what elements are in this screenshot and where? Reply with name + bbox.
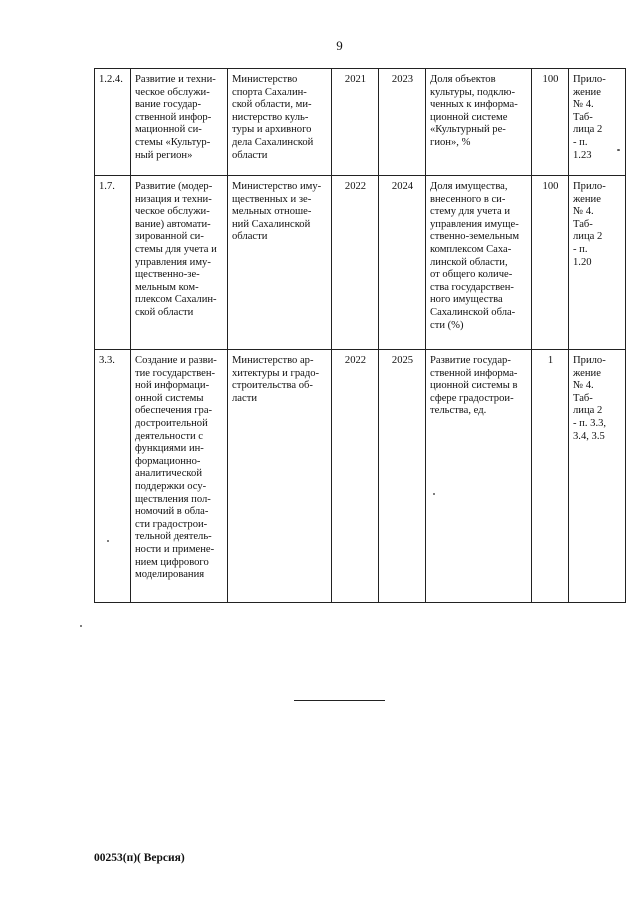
activity-name-line: Развитие (модер-	[135, 181, 213, 192]
reference-cell	[569, 350, 626, 603]
activity-name-line: ческое обслужи-	[135, 206, 210, 218]
activity-name-line: мационной си-	[135, 124, 202, 136]
indicator-line: Доля имущества,	[430, 181, 508, 192]
activity-name-line: поддержки осу-	[135, 480, 207, 492]
reference-line: лица 2	[573, 405, 603, 417]
indicator-line: Доля объектов	[430, 74, 496, 85]
indicator-line: сфере градострои-	[430, 392, 514, 404]
start-year-cell: 2022	[332, 350, 379, 603]
responsible-org-cell	[228, 350, 332, 603]
indicator-line: «Культурный ре-	[430, 124, 506, 136]
indicator-line: тельства, ед.	[430, 405, 487, 417]
reference-line: 1.20	[573, 256, 592, 268]
indicator-line: сти (%)	[430, 319, 464, 331]
responsible-org-cell	[228, 176, 332, 350]
reference-line: 3.4, 3.5	[573, 430, 605, 442]
activity-name-line: ществления пол-	[135, 493, 211, 505]
activity-name-cell	[131, 69, 228, 176]
separator-line	[294, 700, 385, 701]
reference-line: лица 2	[573, 124, 603, 136]
end-year-cell: 2023	[379, 69, 426, 176]
activity-name-line: достроительной	[135, 417, 208, 429]
responsible-org-line: хитектуры и градо-	[232, 367, 320, 379]
activity-name-line: ской области	[135, 306, 194, 318]
start-year-cell: 2022	[332, 176, 379, 350]
activity-name-line: Развитие и техни-	[135, 74, 216, 85]
indicator-line: стему для учета и	[430, 206, 510, 218]
row-number-cell: 3.3.	[95, 350, 131, 603]
reference-line: - п.	[573, 243, 588, 255]
indicator-line: ционной системе	[430, 111, 508, 123]
reference-line: - п. 3.3,	[573, 417, 607, 429]
program-table	[94, 68, 626, 603]
responsible-org-line: туры и архивного	[232, 124, 312, 136]
reference-line: жение	[573, 193, 601, 205]
scan-speck	[433, 493, 435, 495]
scan-speck	[107, 540, 109, 542]
activity-name-line: вание государ-	[135, 99, 202, 111]
indicator-line: ного имущества	[430, 294, 503, 306]
reference-line: № 4.	[573, 99, 594, 111]
activity-name-line: плексом Сахалин-	[135, 294, 217, 306]
indicator-line: комплексом Саха-	[430, 243, 512, 255]
indicator-cell	[426, 350, 532, 603]
scan-speck	[80, 625, 82, 627]
indicator-line: ционной системы в	[430, 380, 518, 392]
activity-name-line: управления иму-	[135, 256, 211, 268]
activity-name-line: моделирования	[135, 569, 205, 581]
activity-name-line: вание) автомати-	[135, 218, 211, 230]
activity-name-line: ческое обслужи-	[135, 86, 210, 98]
activity-name-line: щественно-зе-	[135, 269, 200, 281]
activity-name-line: низация и техни-	[135, 193, 212, 205]
reference-line: - п.	[573, 136, 588, 148]
responsible-org-line: нистерство куль-	[232, 111, 309, 123]
reference-line: Прило-	[573, 74, 606, 85]
activity-name-line: ности и примене-	[135, 543, 215, 555]
activity-name-line: ственной инфор-	[135, 111, 212, 123]
activity-name-line: стемы для учета и	[135, 243, 217, 255]
indicator-line: гион», %	[430, 136, 471, 148]
indicator-cell	[426, 69, 532, 176]
responsible-org-line: щественных и зе-	[232, 193, 312, 205]
reference-line: 1.23	[573, 149, 592, 161]
reference-cell	[569, 176, 626, 350]
reference-line: жение	[573, 86, 601, 98]
indicator-line: культуры, подклю-	[430, 86, 515, 98]
reference-line: Таб-	[573, 218, 593, 230]
indicator-line: управления имуще-	[430, 218, 519, 230]
table-row	[95, 350, 626, 603]
responsible-org-line: Министерство иму-	[232, 181, 322, 192]
activity-name-line: ный регион»	[135, 149, 193, 161]
responsible-org-line: мельных отноше-	[232, 206, 312, 218]
activity-name-cell	[131, 176, 228, 350]
activity-name-line: зированной си-	[135, 231, 204, 243]
indicator-line: внесенного в си-	[430, 193, 506, 205]
responsible-org-line: Министерство	[232, 74, 298, 85]
indicator-line: ственно-земельным	[430, 231, 520, 243]
indicator-cell	[426, 176, 532, 350]
activity-name-line: сти градострои-	[135, 518, 208, 530]
activity-name-line: номочий в обла-	[135, 506, 209, 518]
activity-name-line: тие государствен-	[135, 367, 216, 379]
indicator-line: Развитие государ-	[430, 355, 511, 366]
reference-line: № 4.	[573, 206, 594, 218]
responsible-org-cell	[228, 69, 332, 176]
indicator-line: линской области,	[430, 256, 508, 268]
responsible-org-line: области	[232, 149, 268, 161]
indicator-line: ченных к информа-	[430, 99, 518, 111]
responsible-org-line: спорта Сахалин-	[232, 86, 307, 98]
activity-name-line: аналитической	[135, 468, 202, 480]
indicator-line: ства государствен-	[430, 281, 514, 293]
page-number: 9	[336, 38, 343, 53]
start-year-cell: 2021	[332, 69, 379, 176]
responsible-org-line: строительства об-	[232, 380, 313, 392]
indicator-value-cell: 100	[532, 69, 569, 176]
indicator-line: ственной информа-	[430, 367, 518, 379]
end-year-cell: 2025	[379, 350, 426, 603]
reference-line: Прило-	[573, 355, 606, 366]
indicator-value-cell: 100	[532, 176, 569, 350]
responsible-org-line: ской области, ми-	[232, 99, 312, 111]
table-row	[95, 176, 626, 350]
responsible-org-line: ласти	[232, 392, 257, 404]
activity-name-line: обеспечения гра-	[135, 405, 213, 417]
responsible-org-line: Министерство ар-	[232, 355, 314, 366]
responsible-org-line: области	[232, 231, 268, 243]
activity-name-line: функциями ин-	[135, 443, 204, 455]
activity-name-cell	[131, 350, 228, 603]
activity-name-line: деятельности с	[135, 430, 203, 442]
reference-cell	[569, 69, 626, 176]
activity-name-line: ной информаци-	[135, 380, 210, 392]
activity-name-line: стемы «Культур-	[135, 136, 211, 148]
scan-speck	[617, 149, 620, 151]
responsible-org-line: ний Сахалинской	[232, 218, 311, 230]
row-number-cell: 1.2.4.	[95, 69, 131, 176]
activity-name-line: тельной деятель-	[135, 531, 212, 543]
reference-line: лица 2	[573, 231, 603, 243]
row-number-cell: 1.7.	[95, 176, 131, 350]
reference-line: жение	[573, 367, 601, 379]
activity-name-line: нием цифрового	[135, 556, 209, 568]
responsible-org-line: дела Сахалинской	[232, 136, 314, 148]
activity-name-line: формационно-	[135, 455, 201, 467]
table-row	[95, 69, 626, 176]
end-year-cell: 2024	[379, 176, 426, 350]
reference-line: № 4.	[573, 380, 594, 392]
reference-line: Прило-	[573, 181, 606, 192]
document-code: 00253(п)( Версия)	[94, 852, 185, 864]
activity-name-line: онной системы	[135, 392, 204, 404]
indicator-line: от общего количе-	[430, 269, 513, 281]
activity-name-line: Создание и разви-	[135, 355, 217, 366]
reference-line: Таб-	[573, 111, 593, 123]
indicator-line: Сахалинской обла-	[430, 306, 516, 318]
activity-name-line: мельным ком-	[135, 281, 199, 293]
reference-line: Таб-	[573, 392, 593, 404]
indicator-value-cell: 1	[532, 350, 569, 603]
